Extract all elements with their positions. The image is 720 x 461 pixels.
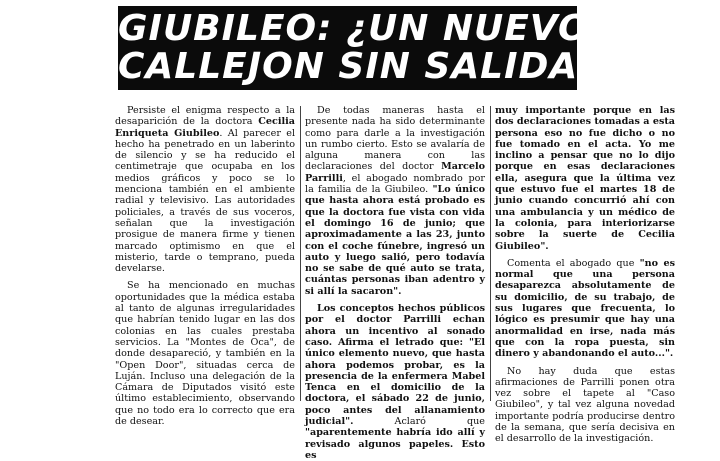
article-column-3	[495, 105, 675, 445]
article-paragraph	[115, 280, 295, 427]
text-run: "El único elemento nuevo, que hasta ahora podemos probar, es la presencia de la enfermera Mabel Tenca en el domicilio de la doctora, el sábado 22 de junio, poco antes del allanamiento judicial".	[305, 336, 485, 428]
article-paragraph	[495, 258, 675, 360]
text-run: Comenta el abogado que	[507, 257, 640, 269]
article-paragraph	[305, 303, 485, 461]
article-paragraph	[495, 366, 675, 445]
column-divider	[490, 106, 491, 401]
text-run: Persiste el enigma respecto a la desaparición de la doctora	[115, 105, 295, 128]
text-run: Cecilia Enriqueta Giubileo	[115, 116, 295, 139]
text-run: Marcelo Parrilli	[305, 161, 485, 184]
text-run: muy importante porque en las dos declaraciones tomadas a esta persona eso no fue dicho o no fue tomado en el acta. Yo me inclino a pensar que no lo dijo porque en esas declaraciones ella, asegura que la última vez que estuvo fue el martes 18 de junio cuando concurrió ahí con una ambulancia y un médico de la colonia, para interiorizarse sobre la suerte de Cecilia Giubileo".	[495, 105, 675, 252]
text-run: Aclaró que	[353, 416, 485, 428]
article-column-2	[305, 105, 485, 461]
text-run: Los conceptos hechos públicos por el doctor Parrilli echan ahora un incentivo al sonado caso. Afirma el letrado que:	[305, 303, 485, 348]
text-run: No hay duda que estas afirmaciones de Parrilli ponen otra vez sobre el tapete al "Caso Giubileo", y tal vez alguna novedad importante podría producirse dentro de la semana, que sería decisiva en el desarrollo de la investigación.	[495, 365, 675, 445]
text-run: Se ha mencionado en muchas oportunidades que la médica estaba al tanto de algunas irregularidades que habrían tenido lugar en las dos colonias en las cuales prestaba servicios. La "Montes de Oca", de donde desapareció, y también en la "Open Door", situadas cerca de Luján. Incluso una delegación de la Cámara de Diputados visitó este último establecimiento, observando que no todo era lo correcto que era de desear.	[115, 280, 295, 428]
headline-line-2: CALLEJON SIN SALIDA?	[118, 46, 601, 87]
article-paragraph	[495, 105, 675, 252]
headline-line-1: GIUBILEO: ¿UN NUEVO	[118, 8, 590, 49]
column-divider	[300, 106, 301, 401]
article-column-1	[115, 105, 296, 428]
text-run: De todas maneras hasta el presente nada ha sido determinante como para darle a la investigación un rumbo cierto. Esto se avalaría de alguna manera con las declaraciones del doctor	[305, 105, 485, 173]
text-run: "Lo único que hasta ahora está probado es que la doctora fue vista con vida el domingo 16 de junio; que aproximadamente a las 23, junto con el coche fúnebre, ingresó un auto y luego salió, pero todavía no se sabe de qué auto se trata, cuántas personas iban adentro y si allí la sacaron".	[305, 184, 485, 297]
article-paragraph	[115, 105, 295, 274]
article-paragraph	[305, 105, 485, 297]
text-run: . Al parecer el hecho ha penetrado en un laberinto de silencio y se ha reducido el centimetraje que ocupaba en los medios gráficos y poco se lo menciona también en el ambiente radial y televisivo. Las autoridades policiales, a través de sus voceros, señalan que la investigación prosigue de manera firme y tienen marcado optimismo en que el misterio, tarde o temprano, pueda develarse.	[115, 127, 296, 275]
headline-box	[118, 6, 601, 90]
text-run: "aparentemente habría ido allí y revisado algunos papeles. Esto es	[305, 427, 485, 461]
text-run: "no es normal que una persona desaparezca absolutamente de su domicilio, de su trabajo, de sus lugares que frecuenta, lo lógico es presumir que hay una anormalidad en irse, nada más que con la ropa puesta, sin dinero y abandonando el auto...".	[495, 257, 675, 360]
text-run: , el abogado nombrado por la familia de la Giubileo.	[305, 172, 485, 196]
